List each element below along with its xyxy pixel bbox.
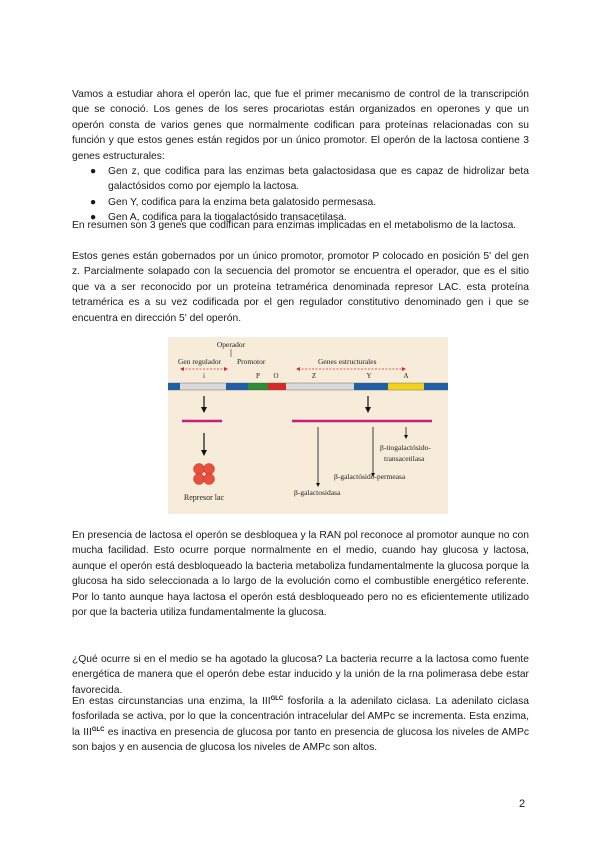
bullet-icon: ● (90, 212, 97, 224)
lac-operon-figure (168, 337, 448, 514)
gen-regulador-label: Gen regulador (178, 357, 222, 366)
list-item: ● Gen Y, codifica para la enzima beta galatosido permesasa. (72, 195, 529, 210)
arrowhead-icon (316, 483, 320, 487)
intro-paragraph: Vamos a estudiar ahora el operón lac, que fue el primer mecanismo de control de la transcripción que se conoció. Los genes de los seres procariotas están organizados en operones y que un operón consta de varios genes que normalmente codifican para proteínas relacionadas con su función y que estos genes están regidos por un único promotor. El operón de la lactosa contiene 3 genes estructurales: (72, 89, 529, 162)
genes-estructurales-label: Genes estructurales (318, 357, 377, 366)
bullet-icon: ● (90, 166, 97, 177)
lac-operon-diagram (168, 337, 448, 514)
arrowhead-icon (180, 367, 184, 371)
gene-i-label: i (203, 372, 205, 380)
list-item: ● Gen A, codifica para la tiogalactósido transacetilasa. (72, 210, 529, 225)
arrowhead-icon (201, 407, 207, 413)
promoter-p-label: P (256, 372, 260, 380)
gene-a-segment (388, 383, 424, 390)
arrowhead-icon (201, 450, 207, 456)
gene-z-label: Z (311, 372, 317, 380)
tiogalactosido-label-line1: β-tiogalactósido- (380, 443, 431, 452)
repressor-tetramer-icon (194, 464, 215, 485)
gene-y-segment (354, 383, 388, 390)
arrowhead-icon (224, 367, 228, 371)
tiogalactosido-label-line2: transacetilasa (384, 454, 425, 463)
list-item: ● Gen z, que codifica para las enzimas beta galactosidasa que es capaz de hidrolizar beta galactósidos como por ejemplo la lactosa. (90, 166, 529, 193)
promotor-label: Promotor (237, 357, 266, 366)
gene-a-label: A (403, 372, 409, 380)
arrowhead-icon (404, 435, 408, 439)
summary-paragraph: En resumen son 3 genes que codifican para enzimas implicadas en el metabolismo de la lactosa. (72, 220, 517, 231)
galactosidasa-label: β-galactosidasa (294, 488, 341, 497)
page-number: 2 (519, 798, 526, 810)
gene-i-segment (180, 383, 226, 390)
glucose-question-paragraph: ¿Qué ocurre si en el medio se ha agotado la glucosa? La bacteria recurre a la lactosa como fuente energética de manera que el operón debe estar inducido y la unión de la rna polimerasa debe estar favorecida. (72, 654, 529, 696)
promoter-segment (248, 383, 268, 390)
glc-superscript: GLC (270, 696, 284, 702)
operador-label: Operador (216, 340, 246, 349)
promoter-paragraph: Estos genes están gobernados por un único promotor, promotor P colocado en posición 5' del gen z. Parcialmente solapado con la secuencia del promotor se encuentra el operador, que es el sitio que va a ser reconocido por un proteína tetramérica denominada represor LAC. esta proteína tetramérica es a su vez codificada por el gen regulador constitutivo denominado gen i que se encuentra en dirección 5' del operón. (72, 251, 529, 324)
arrowhead-icon (402, 367, 406, 371)
gene-y-label: Y (366, 372, 372, 380)
enzyme-paragraph: En estas circunstancias una enzima, la $III^{GLC}$ fosforila a la adenilato ciclasa. La adenilato ciclasa fosforilada se activa, por lo que la concentración intracelular del AMPc se incrementa. Esta enzima, la $III^{GLC}$ es inactiva en presencia de glucosa por tanto en presencia de glucosa los niveles de AMPc son bajos y en ausencia de glucosa los niveles de AMPc son altos. (72, 696, 529, 754)
operator-o-label: O (273, 372, 279, 380)
glc-superscript: GLC (91, 726, 105, 733)
permeasa-label: β-galactósido-permeasa (334, 472, 406, 481)
structural-genes-list (72, 164, 529, 226)
arrowhead-icon (296, 367, 300, 371)
arrowhead-icon (365, 407, 371, 413)
operator-segment (268, 383, 286, 390)
bullet-icon: ● (90, 196, 97, 208)
represor-lac-label: Represor lac (183, 493, 225, 502)
lactose-presence-paragraph: En presencia de lactosa el operón se desbloquea y la RAN pol reconoce al promotor aunque no con mucha facilidad. Esto ocurre porque normalmente en el medio, cuando hay glucosa y lactosa, aunque el operón está desbloqueado la bacteria metaboliza fundamentalmente la glucosa porque la glucosa ha sido seleccionada a lo largo de la evolución como el combustible energético referente. Por lo tanto aunque haya lactosa el operón está desbloqueado pero no es eficientemente utilizado por que la bacteria utiliza fundamentalmente la glucosa. (72, 530, 529, 619)
gene-z-segment (286, 383, 354, 390)
